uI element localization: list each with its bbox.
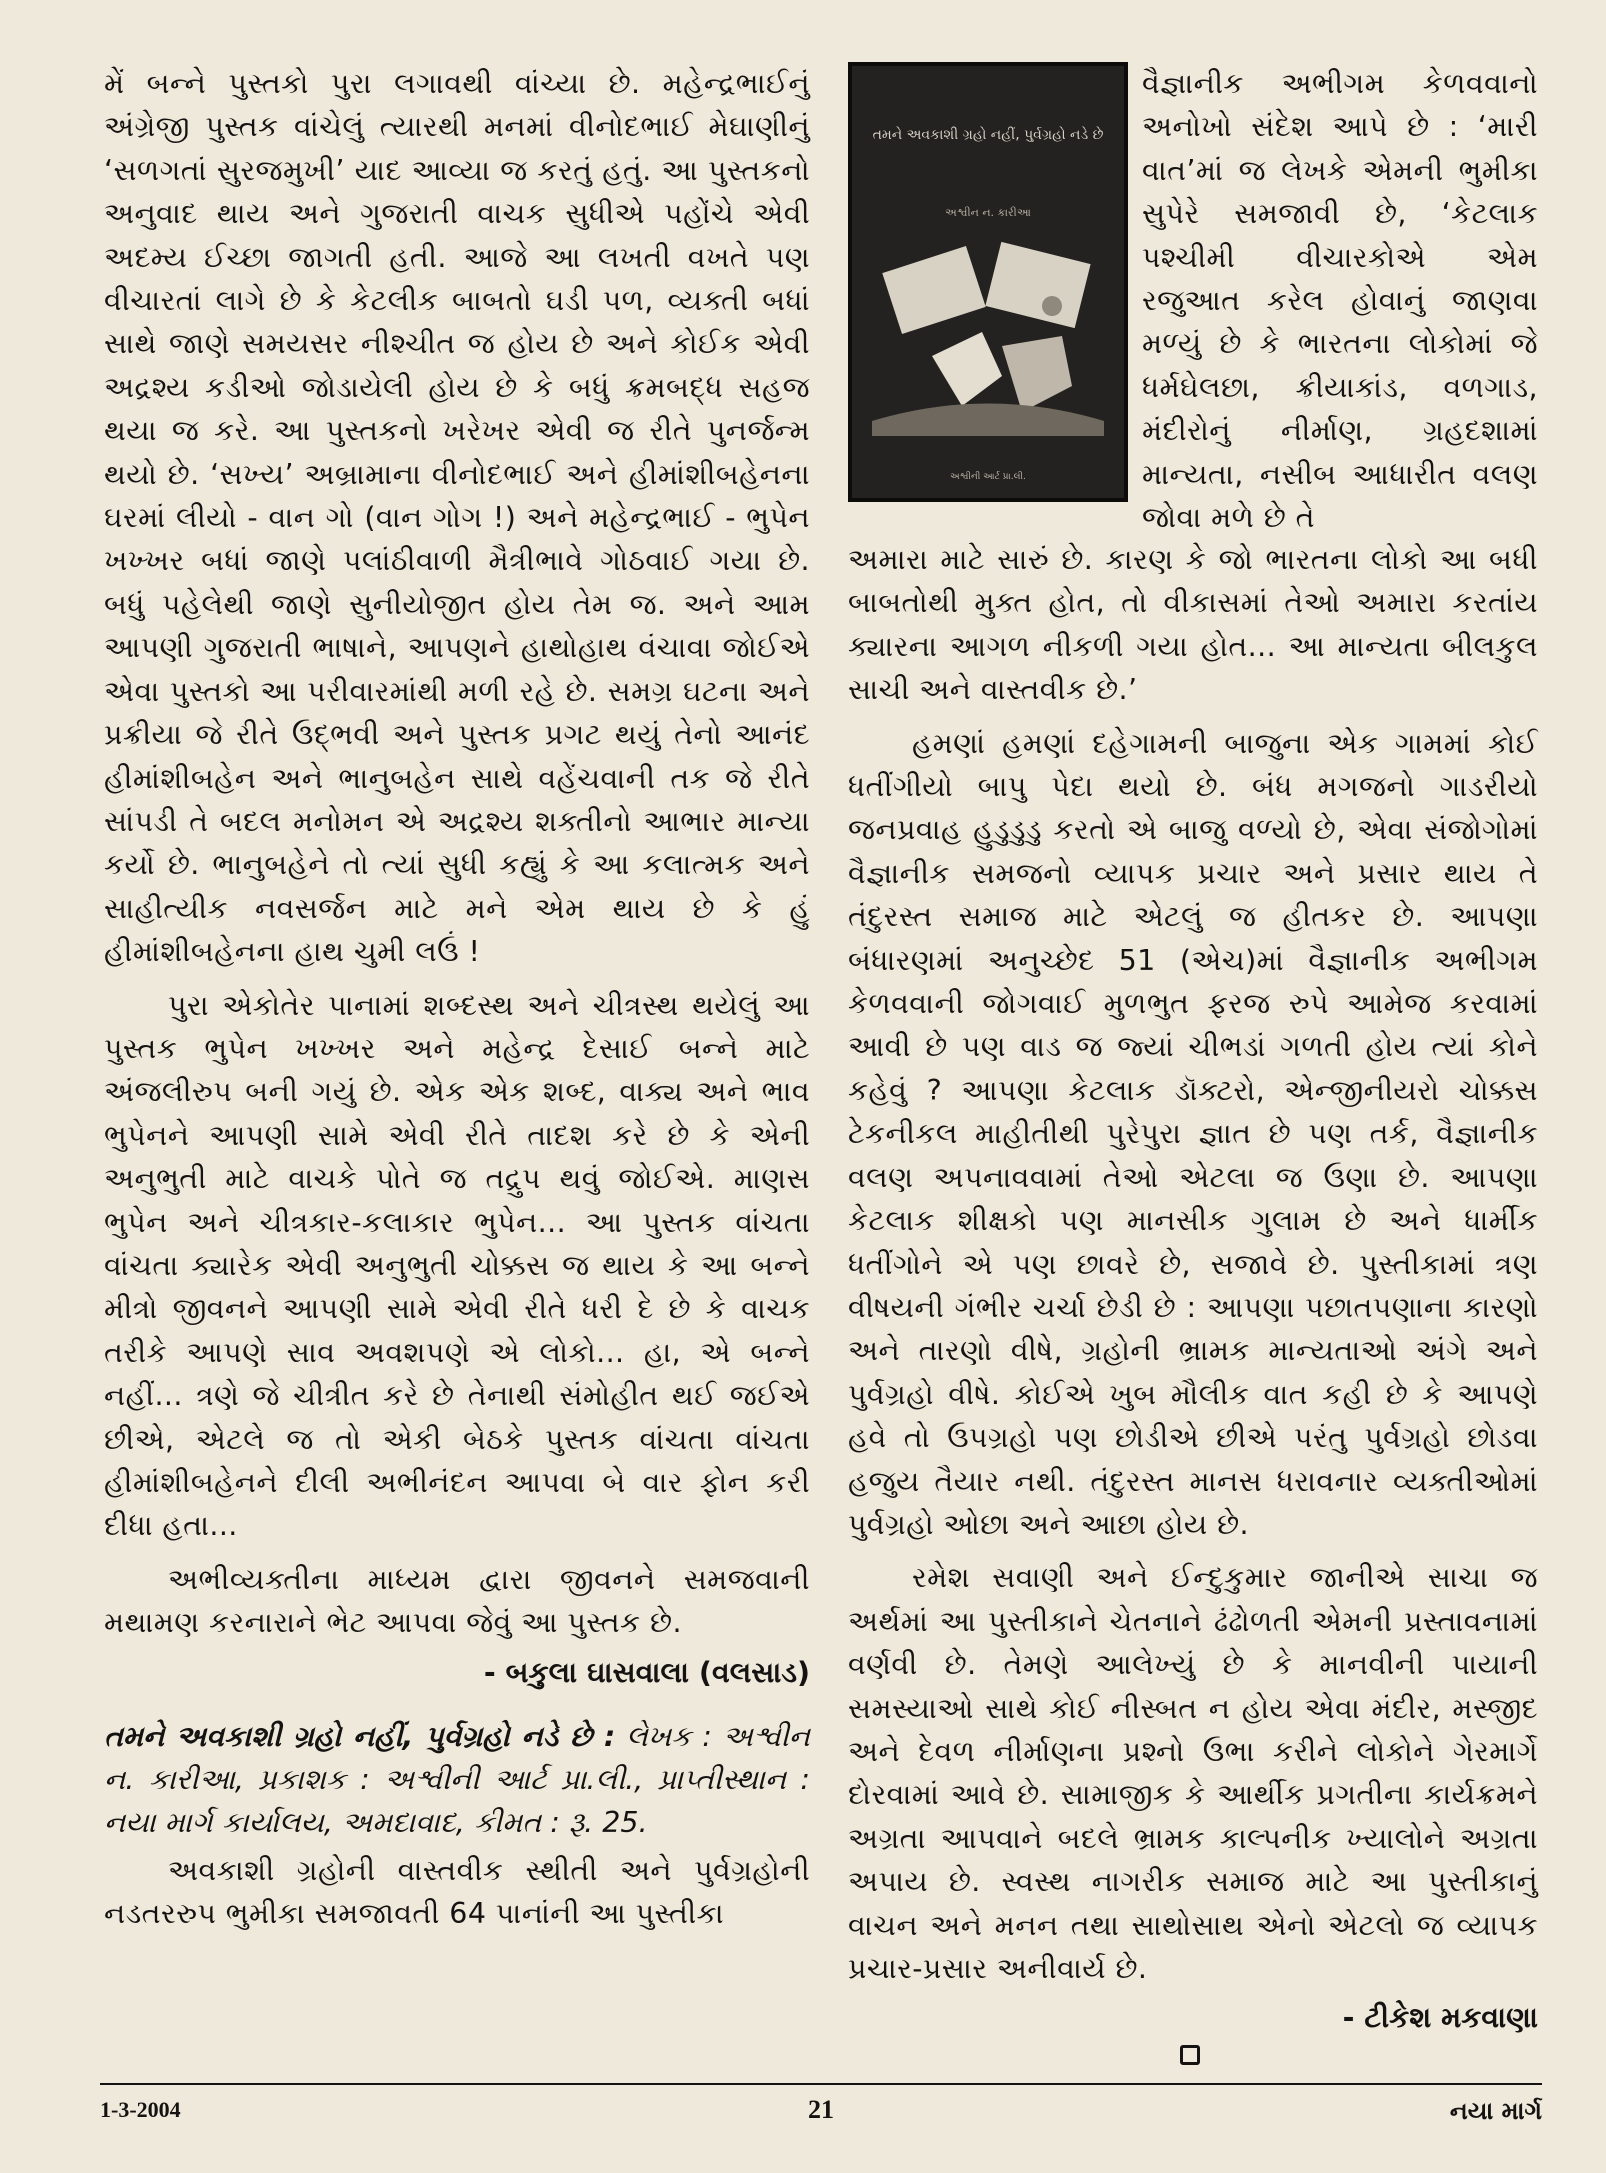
book-cover-image <box>848 62 1128 502</box>
paragraph-1: મેં બન્ને પુસ્તકો પુરા લગાવથી વાંચ્યા છે. મહેન્દ્રભાઈનું અંગ્રેજી પુસ્તક વાંચેલું ત્યારથી મનમાં વીનોદભાઈ મેઘાણીનું ‘સળગતાં સુરજમુખી’ યાદ આવ્યા જ કરતું હતું. આ પુસ્તકનો અનુવાદ થાય અને ગુજરાતી વાચક સુધીએ પહોંચે એવી અદમ્ય ઈચ્છા જાગતી હતી. આજે આ લખતી વખતે પણ વીચારતાં લાગે છે કે કેટલીક બાબતો ઘડી પળ, વ્યક્તી બધાં સાથે જાણે સમયસર નીશ્ચીત જ હોય છે અને કોઈક એવી અદ્રશ્ય કડીઓ જોડાયેલી હોય છે કે બધું ક્રમબદ્ધ સહજ થયા જ કરે. આ પુસ્તકનો ખરેખર એવી જ રીતે પુનર્જન્મ થયો છે. ‘સખ્ય’ અબ્રામાના વીનોદભાઈ અને હીમાંશીબહેનના ઘરમાં લીયો - વાન ગો (વાન ગોગ !) અને મહેન્દ્રભાઈ - ભુપેન ખખ્ખર બધાં જાણે પલાંઠીવાળી મૈત્રીભાવે ગોઠવાઈ ગયા છે. બધું પહેલેથી જાણે સુનીયોજીત હોય તેમ જ. અને આમ આપણી ગુજરાતી ભાષાને, આપણને હાથોહાથ વંચાવા જોઈએ એવા પુસ્તકો આ પરીવારમાંથી મળી રહે છે. સમગ્ર ઘટના અને પ્રક્રીયા જે રીતે ઉદ્ભવી અને પુસ્તક પ્રગટ થયું તેનો આનંદ હીમાંશીબહેન અને ભાનુબહેન સાથે વહેંચવાની તક જે રીતે સાંપડી તે બદલ મનોમન એ અદ્રશ્ય શક્તીનો આભાર માન્યા કર્યો છે. ભાનુબહેને તો ત્યાં સુધી કહ્યું કે આ કલાત્મક અને સાહીત્યીક નવસર્જન માટે મને એમ થાય છે કે હું હીમાંશીબહેનના હાથ ચુમી લઉં ! <box>104 67 810 969</box>
paragraph-2: પુરા એકોતેર પાનામાં શબ્દસ્થ અને ચીત્રસ્થ થયેલું આ પુસ્તક ભુપેન ખખ્ખર અને મહેન્દ્ર દેસાઈ બન્ને માટે અંજલીરુપ બની ગયું છે. એક એક શબ્દ, વાક્ય અને ભાવ ભુપેનને આપણી સામે એવી રીતે તાદશ કરે છે કે એની અનુભુતી માટે વાચકે પોતે જ તદ્રુપ થવું જોઈએ. માણસ ભુપેન અને ચીત્રકાર-કલાકાર ભુપેન... આ પુસ્તક વાંચતા વાંચતા ક્યારેક એવી અનુભુતી ચોક્કસ જ થાય કે આ બન્ને મીત્રો જીવનને આપણી સામે એવી રીતે ધરી દે છે કે વાચક તરીકે આપણે સાવ અવશપણે એ લોકો... હા, એ બન્ને નહીં... ત્રણે જે ચીત્રીત કરે છે તેનાથી સંમોહીત થઈ જઈએ છીએ, એટલે જ તો એકી બેઠકે પુસ્તક વાંચતા વાંચતા હીમાંશીબહેનને દીલી અભીનંદન આપવા બે વાર ફોન કરી દીધા હતા... <box>104 988 810 1543</box>
paragraph-3: અભીવ્યક્તીના માધ્યમ દ્વારા જીવનને સમજવાની મથામણ કરનારાને ભેટ આપવા જેવું આ પુસ્તક છે. <box>104 1562 810 1640</box>
book-credit <box>104 1715 810 1845</box>
signature-tikesh: - ટીકેશ મકવાણા <box>1342 2001 1538 2035</box>
paragraph-6: હમણાં હમણાં દહેગામની બાજુના એક ગામમાં કોઈ ધતીંગીયો બાપુ પેદા થયો છે. બંધ મગજનો ગાડરીયો જનપ્રવાહ હુડુડુડુ કરતો એ બાજુ વળ્યો છે, એવા સંજોગોમાં વૈજ્ઞાનીક સમજનો વ્યાપક પ્રચાર અને પ્રસાર થાય તે તંદુરસ્ત સમાજ માટે એટલું જ હીતકર છે. આપણા બંધારણમાં અનુચ્છેદ 51 (એચ)માં વૈજ્ઞાનીક અભીગમ કેળવવાની જોગવાઈ મુળભુત ફરજ રુપે આમેજ કરવામાં આવી છે પણ વાડ જ જ્યાં ચીભડાં ગળતી હોય ત્યાં કોને કહેવું ? આપણા કેટલાક ડૉક્ટરો, એન્જીનીયરો ચોક્કસ ટેકનીકલ માહીતીથી પુરેપુરા જ્ઞાત છે પણ તર્ક, વૈજ્ઞાનીક વલણ અપનાવવામાં તેઓ એટલા જ ઉણા છે. આપણા કેટલાક શીક્ષકો પણ માનસીક ગુલામ છે અને ધાર્મીક ધતીંગોને એ પણ છાવરે છે, સજાવે છે. પુસ્તીકામાં ત્રણ વીષયની ગંભીર ચર્ચા છેડી છે : આપણા પછાતપણાના કારણો અને તારણો વીષે, ગ્રહોની ભ્રામક માન્યતાઓ અંગે અને પુર્વગ્રહો વીષે. કોઈએ ખુબ મૌલીક વાત કહી છે કે આપણે હવે તો ઉપગ્રહો પણ છોડીએ છીએ પરંતુ પુર્વગ્રહો છોડવા હજુય તૈયાર નથી. તંદુરસ્ત માનસ ધરાવનાર વ્યક્તીઓમાં પુર્વગ્રહો ઓછા અને આછા હોય છે. <box>848 726 1538 1541</box>
paragraph-5-bottom: અમારા માટે સારું છે. કારણ કે જો ભારતના લોકો આ બધી બાબતોથી મુક્ત હોત, તો વીકાસમાં તેઓ અમારા કરતાંય ક્યારના આગળ નીકળી ગયા હોત... આ માન્યતા બીલકુલ સાચી અને વાસ્તવીક છે.’ <box>848 543 1538 707</box>
cover-author: અશ્વીન ન. કારીઆ <box>945 206 1031 219</box>
paragraph-7: રમેશ સવાણી અને ઈન્દુકુમાર જાનીએ સાચા જ અર્થમાં આ પુસ્તીકાને ચેતનાને ઢંઢોળતી એમની પ્રસ્તાવનામાં વર્ણવી છે. તેમણે આલેખ્યું છે કે માનવીની પાયાની સમસ્યાઓ સાથે કોઈ નીસ્બત ન હોય એવા મંદીર, મસ્જીદ અને દેવળ નીર્માણના પ્રશ્નો ઉભા કરીને લોકોને ગેરમાર્ગે દોરવામાં આવે છે. સામાજીક કે આર્થીક પ્રગતીના કાર્યક્રમને અગ્રતા આપવાને બદલે ભ્રામક કાલ્પનીક ખ્યાલોને અગ્રતા અપાય છે. સ્વસ્થ નાગરીક સમાજ માટે આ પુસ્તીકાનું વાચન અને મનન તથા સાથોસાથ એનો એટલો જ વ્યાપક પ્રચાર-પ્રસાર અનીવાર્ય છે. <box>848 1561 1538 1985</box>
right-column <box>848 538 1538 2060</box>
book-details: લેખક : અશ્વીન ન. કારીઆ, પ્રકાશક : અશ્વીની આર્ટ પ્રા.લી., પ્રાપ્તીસ્થાન : નયા માર્ગ કાર્યાલય, અમદાવાદ, કીમત : રૂ. 25. <box>104 1719 810 1840</box>
page-footer <box>100 2091 1542 2131</box>
paragraph-4: અવકાશી ગ્રહોની વાસ્તવીક સ્થીતી અને પુર્વગ્રહોની નડતરરુપ ભુમીકા સમજાવતી 64 પાનાંની આ પુસ્તીકા <box>104 1853 810 1931</box>
cover-illustration <box>872 236 1104 436</box>
issue-date: 1-3-2004 <box>100 2097 181 2122</box>
magazine-name: નયા માર્ગ <box>1449 2097 1542 2125</box>
page-number: 21 <box>808 2095 834 2124</box>
right-column-top <box>1142 62 1538 539</box>
left-column <box>104 62 810 1936</box>
end-mark-icon <box>1180 2045 1200 2065</box>
book-title: તમને અવકાશી ગ્રહો નહીં, પુર્વગ્રહો નડે છે : <box>104 1719 616 1753</box>
paragraph-5-top: વૈજ્ઞાનીક અભીગમ કેળવવાનો અનોખો સંદેશ આપે છે : ‘મારી વાત’માં જ લેખકે એમની ભુમીકા સુપેરે સમજાવી છે, ‘કેટલાક પશ્ચીમી વીચારકોએ એમ રજુઆત કરેલ હોવાનું જાણવા મળ્યું છે કે ભારતના લોકોમાં જે ધર્મઘેલછા, ક્રીયાકાંડ, વળગાડ, મંદીરોનું નીર્માણ, ગ્રહદશામાં માન્યતા, નસીબ આધારીત વલણ જોવા મળે છે તે <box>1142 67 1538 535</box>
cover-title: તમને અવકાશી ગ્રહો નહીં, પુર્વગ્રહો નડે છે <box>872 127 1104 143</box>
signature-bakula: - બકુલા ઘાસવાલા (વલસાડ) <box>483 1655 810 1689</box>
cover-publisher: અશ્વીની આર્ટ પ્રા.લી. <box>950 472 1026 482</box>
footer-rule <box>100 2083 1542 2085</box>
